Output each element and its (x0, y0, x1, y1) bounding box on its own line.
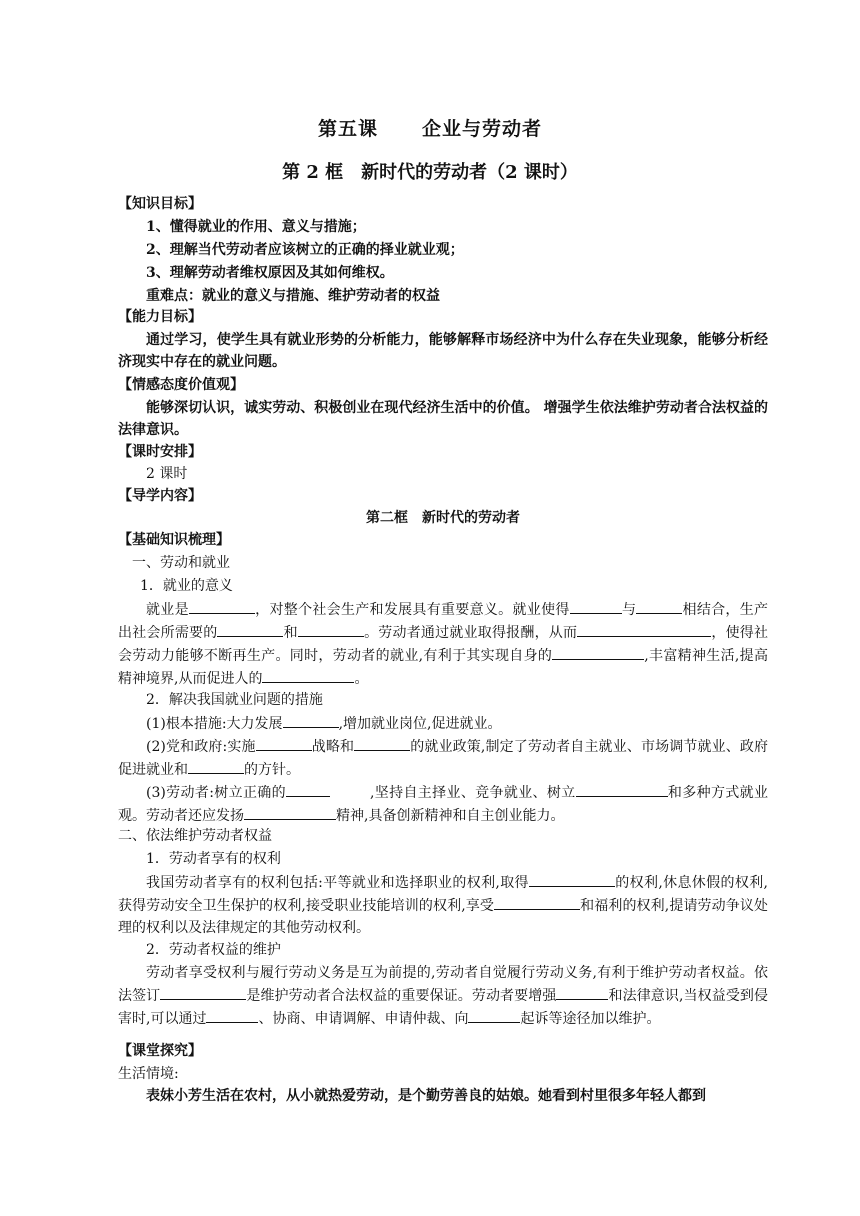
answer-blank[interactable] (576, 781, 668, 797)
answer-blank[interactable] (283, 712, 339, 728)
answer-blank[interactable] (529, 871, 615, 887)
guide-heading: 【导学内容】 (118, 488, 202, 504)
p2-item-3: (3)劳动者:树立正确的 ,坚持自主择业、竞争就业、树立 和多种方式就业观。劳动者还应发扬 精神,具备创新精神和自主创业能力。 (118, 781, 768, 827)
answer-blank[interactable] (552, 644, 644, 660)
p1-paragraph: 就业是 ，对整个社会生产和发展具有重要意义。就业使得 与 相结合，生产出社会所需要的 和 。劳动者通过就业取得报酬，从而 ，使得社会劳动力能够不断再生产。同时，劳动者的就业,有利于其实现自身的 ,丰富精神生活,提高精神境界,从而促进人的 。 (118, 598, 768, 690)
q1-paragraph: 我国劳动者享有的权利包括:平等就业和选择职业的权利,取得 的权利,休息休假的权利,获得劳动安全卫生保护的权利,接受职业技能培训的权利,享受 和福利的权利,提请劳动争议处理的权利以及法律规定的其他劳动权利。 (118, 871, 768, 939)
part2-title: 二、依法维护劳动者权益 (118, 828, 272, 844)
lesson-title (0, 114, 860, 141)
q1-title: 1．劳动者享有的权利 (146, 851, 281, 867)
basics-heading: 【基础知识梳理】 (118, 532, 230, 548)
scene-label: 生活情境: (118, 1066, 179, 1082)
section-subtitle: 第 2 框 新时代的劳动者（2 课时） (282, 162, 578, 183)
knowledge-item: 3、理解劳动者维权原因及其如何维权。 (146, 265, 394, 281)
ability-heading: 【能力目标】 (118, 309, 202, 325)
q2-title: 2．劳动者权益的维护 (146, 942, 281, 958)
answer-blank[interactable] (494, 894, 580, 910)
answer-blank[interactable] (206, 1007, 258, 1023)
answer-blank[interactable] (354, 735, 410, 751)
schedule-text: 2 课时 (146, 466, 188, 482)
q2-paragraph: 劳动者享受权利与履行劳动义务是互为前提的,劳动者自觉履行劳动义务,有利于维护劳动者权益。依法签订 是维护劳动者合法权益的重要保证。劳动者要增强 和法律意识,当权益受到侵害时,可以通过 、协商、申请调解、申请仲裁、向 起诉等途径加以维护。 (118, 965, 769, 1027)
knowledge-item: 1、懂得就业的作用、意义与措施； (146, 219, 366, 235)
p2-item-1: (1)根本措施:大力发展 ,增加就业岗位,促进就业。 (118, 712, 768, 735)
answer-blank[interactable] (636, 598, 682, 614)
knowledge-item: 2、理解当代劳动者应该树立的正确的择业就业观； (146, 242, 464, 258)
answer-blank[interactable] (468, 1007, 520, 1023)
answer-blank[interactable] (160, 984, 246, 1000)
emotion-text: 能够深切认识，诚实劳动、积极创业在现代经济生活中的价值。 增强学生依法维护劳动者合法权益的法律意识。 (118, 400, 768, 438)
ability-text: 通过学习，使学生具有就业形势的分析能力，能够解释市场经济中为什么存在失业现象，能够分析经济现实中存在的就业问题。 (118, 332, 768, 370)
part1-title: 一、劳动和就业 (132, 555, 230, 571)
answer-blank[interactable] (286, 781, 330, 797)
p1-title: 1．就业的意义 (140, 578, 233, 594)
schedule-heading: 【课时安排】 (118, 444, 202, 460)
answer-blank[interactable] (188, 758, 244, 774)
answer-blank[interactable] (217, 621, 283, 637)
p2-title: 2．解决我国就业问题的措施 (146, 692, 323, 708)
answer-blank[interactable] (256, 735, 312, 751)
answer-blank[interactable] (570, 598, 622, 614)
scene-text: 表妹小芳生活在农村，从小就热爱劳动，是个勤劳善良的姑娘。她看到村里很多年轻人都到 (146, 1088, 706, 1104)
lesson-name: 企业与劳动者 (422, 118, 543, 140)
knowledge-heading: 【知识目标】 (118, 196, 202, 212)
answer-blank[interactable] (298, 621, 364, 637)
key-points: 重难点：就业的意义与措施、维护劳动者的权益 (146, 288, 440, 304)
guide-section-title: 第二框 新时代的劳动者 (366, 510, 520, 526)
p2-item-2: (2)党和政府:实施 战略和 的就业政策,制定了劳动者自主就业、市场调节就业、政府促进就业和 的方针。 (118, 735, 768, 781)
answer-blank[interactable] (262, 667, 354, 683)
emotion-heading: 【情感态度价值观】 (118, 377, 244, 393)
answer-blank[interactable] (556, 984, 608, 1000)
answer-blank[interactable] (189, 598, 255, 614)
answer-blank[interactable] (577, 621, 711, 637)
lesson-number: 第五课 (317, 118, 378, 140)
explore-heading: 【课堂探究】 (118, 1043, 202, 1059)
answer-blank[interactable] (244, 804, 336, 820)
